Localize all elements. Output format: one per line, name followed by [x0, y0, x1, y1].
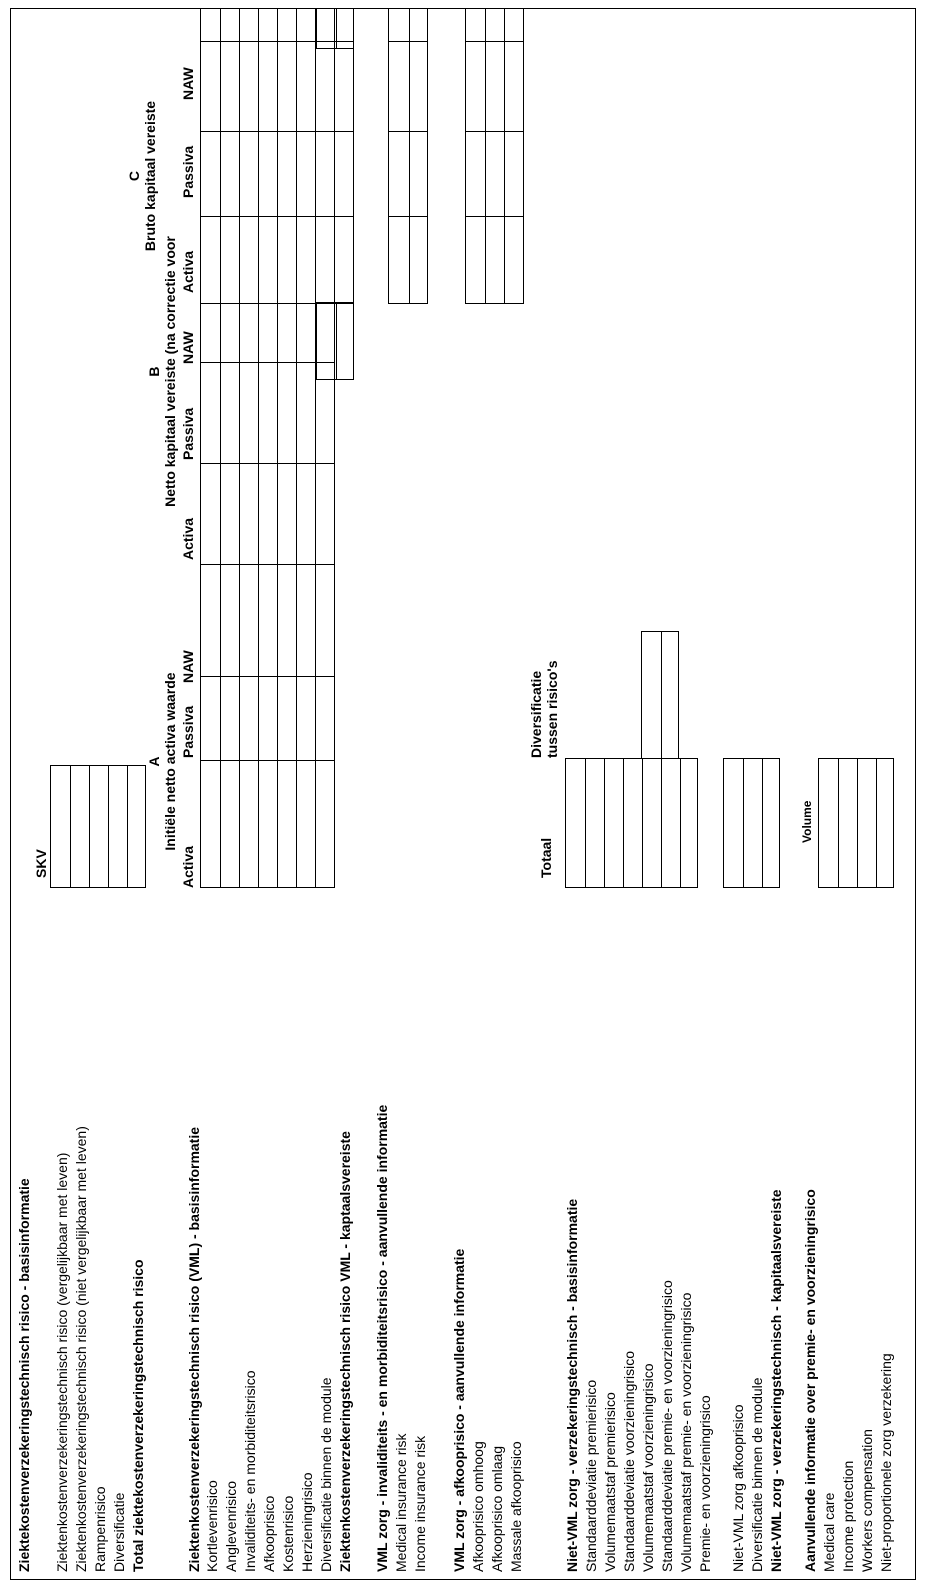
label-vml-row-4: Afkooprisico	[261, 1495, 277, 1572]
label-aanvullend-row-1: Medical care	[821, 1492, 837, 1572]
grid-invaliditeit	[388, 8, 428, 304]
col-b-passiva: Passiva	[180, 407, 196, 460]
group-b-letter: B	[146, 366, 162, 377]
label-niet-vml-row-1: Standaarddeviatie premierisico	[583, 1379, 599, 1572]
section-title-afkoop: VML zorg - afkooprisico - aanvullende informatie	[451, 1248, 467, 1572]
label-niet-vml-row-5: Standaarddeviatie premie- en voorzieningrisico	[659, 1280, 675, 1572]
label-afkoop-row-1: Afkooprisico omhoog	[470, 1441, 486, 1572]
col-a-passiva: Passiva	[180, 705, 196, 758]
group-b-title: Netto kapitaal vereiste (na correctie voor	[162, 236, 178, 507]
label-skv-total: Total ziektekostenverzekeringstechnisch risico	[130, 1259, 146, 1572]
label-vml-row-5: Kostenrisico	[280, 1495, 296, 1572]
col-diversificatie-2: tussen risico's	[544, 660, 560, 758]
col-diversificatie: Diversificatie	[528, 670, 544, 758]
col-c-naw: NAW	[180, 67, 196, 100]
grid-niet-vml-afkoop	[723, 758, 780, 888]
label-skv-row-3: Rampenrisico	[92, 1486, 108, 1572]
label-vml-row-7: Diversificatie binnen de module	[318, 1377, 334, 1572]
col-totaal: Totaal	[538, 837, 554, 878]
label-vml-total: Ziektenkostenverzekeringstechnisch risico VML - kaptaalsvereiste	[337, 1131, 353, 1572]
label-niet-vml-row2-2: Diversificatie binnen de module	[749, 1377, 765, 1572]
label-afkoop-row-2: Afkooprisico omlaag	[489, 1445, 505, 1572]
label-invaliditeit-row-1: Medical insurance risk	[393, 1433, 409, 1572]
label-niet-vml-row2-1: Niet-VML zorg afkooprisico	[730, 1404, 746, 1572]
grid-vml-bruto	[200, 8, 354, 304]
col-c-activa: Activa	[180, 250, 196, 293]
grid-niet-vml-diversificatie	[641, 631, 679, 759]
label-niet-vml-row-6: Volumemaatstaf premie- en voorzieningrisico	[678, 1292, 694, 1572]
grid-vml-basis	[200, 303, 335, 888]
grid-aanvullend	[818, 758, 894, 888]
col-a-naw: NAW	[180, 650, 196, 683]
grid-niet-vml-totaal	[565, 758, 698, 888]
label-niet-vml-row-7: Premie- en voorzieningrisico	[697, 1395, 713, 1572]
grid-vml-naw-b-total	[316, 302, 354, 380]
col-a-activa: Activa	[180, 845, 196, 888]
label-vml-row-6: Herzieningrisico	[299, 1472, 315, 1572]
label-niet-vml-row-2: Volumemaatstaf premierisico	[602, 1392, 618, 1572]
section-title-niet-vml: Niet-VML zorg - verzekeringstechnisch - basisinformatie	[564, 1198, 580, 1572]
col-volume: Volume	[800, 800, 814, 843]
label-niet-vml-total: Niet-VML zorg - verzekeringstechnisch - kapitaalsvereiste	[768, 1189, 784, 1572]
col-b-activa: Activa	[180, 517, 196, 560]
header-skv: SKV	[33, 849, 49, 878]
label-aanvullend-row-2: Income protection	[840, 1460, 856, 1572]
rotated-form-sheet	[8, 8, 914, 1578]
section-title-basisinformatie: Ziektekostenverzekeringstechnisch risico - basisinformatie	[16, 1178, 32, 1572]
label-niet-vml-row-4: Volumemaatstaf voorzieningrisico	[640, 1363, 656, 1572]
group-a-letter: A	[146, 756, 162, 767]
col-c-passiva: Passiva	[180, 145, 196, 198]
section-title-invaliditeit: VML zorg - invaliditeits - en morbiditeitsrisico - aanvullende informatie	[374, 1104, 390, 1572]
label-niet-vml-row-3: Standaarddeviatie voorzieningrisico	[621, 1350, 637, 1572]
group-c-title: Bruto kapitaal vereiste	[142, 100, 158, 252]
label-skv-row-2: Ziektenkostenverzekeringstechnisch risico (niet vergelijkbaar met leven)	[73, 1126, 89, 1572]
label-aanvullend-row-4: Niet-proportionele zorg verzekering	[878, 1353, 894, 1572]
grid-afkoop	[465, 8, 524, 304]
section-title-aanvullend: Aanvullende informatie over premie- en voorzieningrisico	[802, 1189, 818, 1572]
group-c-letter: C	[126, 170, 142, 182]
section-title-vml: Ziektenkostenverzekeringstechnisch risico (VML) - basisinformatie	[186, 1126, 202, 1572]
group-a-title: Initiële netto activa waarde	[162, 672, 178, 851]
grid-vml-naw-c-total	[316, 8, 354, 49]
label-skv-row-4: Diversificatie	[111, 1492, 127, 1572]
grid-skv	[50, 765, 146, 888]
label-vml-row-2: Anglevenrisico	[223, 1480, 239, 1572]
col-b-naw: NAW	[180, 331, 196, 364]
label-skv-row-1: Ziektenkostenverzekeringstechnisch risico (vergelijkbaar met leven)	[54, 1152, 70, 1572]
label-aanvullend-row-3: Workers compensation	[859, 1429, 875, 1572]
label-vml-row-1: Kortlevenrisico	[204, 1480, 220, 1572]
label-afkoop-row-3: Massale afkooprisico	[508, 1441, 524, 1572]
label-invaliditeit-row-2: Income insurance risk	[412, 1435, 428, 1572]
label-vml-row-3: Invaliditeits- en morbiditeitsrisico	[242, 1370, 258, 1572]
